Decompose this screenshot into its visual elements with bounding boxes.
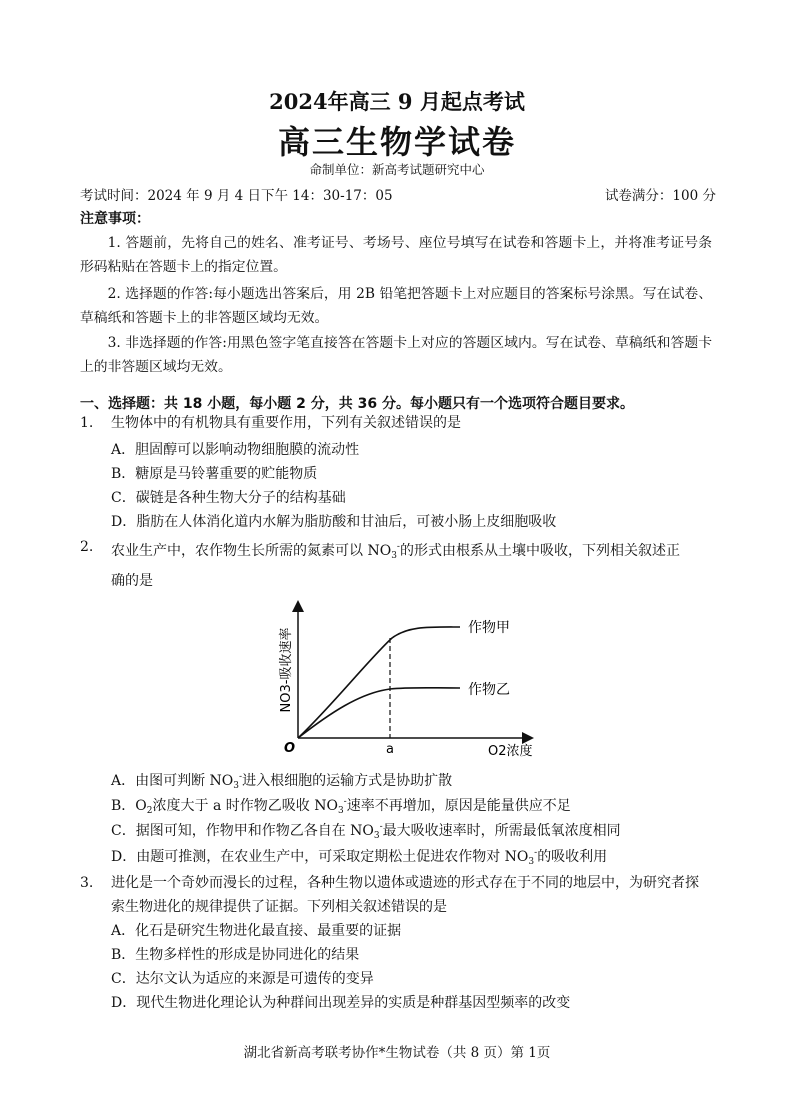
question-stem: 进化是一个奇妙而漫长的过程，各种生物以遗体或遗迹的形式存在于不同的地层中，为研究者探索生物进化的规律提供了证据。下列相关叙述错误的是 (111, 875, 699, 915)
exam-title: 2024年高三 9 月起点考试 (269, 89, 525, 114)
option-c: C．据图可知，作物甲和作物乙各自在 $NO_3^-$最大吸收速率时，所需最低氧浓度相同 (111, 822, 621, 841)
section-heading: 一、选择题：共 18 小题，每小题 2 分，共 36 分。每小题只有一个选项符合题目要求。 (80, 396, 634, 412)
y-axis-label: NO3-吸收速率 (279, 627, 294, 713)
exam-info-row (80, 184, 716, 204)
series-label-yi: 作物乙 (468, 682, 510, 698)
option-a: A．化石是研究生物进化最直接、最重要的证据 (111, 923, 402, 939)
question-number: 2. (80, 539, 94, 555)
notice-item-3: 3. 非选择题的作答:用黑色签字笔直接答在答题卡上对应的答题区域内。写在试卷、草稿纸和答题卡上的非答题区域均无效。 (80, 335, 712, 375)
notice-item-1: 1. 答题前，先将自己的姓名、准考证号、考场号、座位号填写在试卷和答题卡上，并将准考证号条形码粘贴在答题卡上的指定位置。 (80, 235, 712, 275)
option-b: B．$O_2$浓度大于 a 时作物乙吸收 $NO_3^-$速率不再增加，原因是能量供应不足 (111, 797, 571, 816)
series-line-jia (298, 627, 460, 738)
paper-title: 高三生物学试卷 (277, 123, 516, 161)
notice-item-2: 2. 选择题的作答:每小题选出答案后，用 2B 铅笔把答题卡上对应题目的答案标号涂黑。写在试卷、草稿纸和答题卡上的非答题区域均无效。 (80, 286, 712, 326)
question-number: 3. (80, 875, 94, 891)
question-stem: 农业生产中，农作物生长所需的氮素可以 $NO_3^-$的形式由根系从土壤中吸收，下列相关叙述正 确的是 (111, 542, 680, 589)
option-d: D．现代生物进化理论认为种群间出现差异的实质是种群基因型频率的改变 (111, 995, 571, 1011)
question-stem: 生物体中的有机物具有重要作用，下列有关叙述错误的是 (111, 415, 461, 431)
full-score: 试卷满分：100 分 (604, 188, 716, 204)
option-d: D．脂肪在人体消化道内水解为脂肪酸和甘油后，可被小肠上皮细胞吸收 (111, 514, 557, 530)
origin-label: O (284, 741, 296, 756)
page-footer: 湖北省新高考联考协作*生物试卷（共 8 页）第 1页 (243, 1045, 551, 1061)
option-c: C．达尔文认为适应的来源是可遗传的变异 (111, 971, 374, 987)
question-number: 1. (80, 415, 94, 431)
option-a: A．由图可判断 $NO_3^-$进入根细胞的运输方式是协助扩散 (111, 772, 453, 791)
option-a: A．胆固醇可以影响动物细胞膜的流动性 (111, 442, 360, 458)
organizer-line: 命制单位：新高考试题研究中心 (309, 162, 485, 177)
option-b: B．生物多样性的形成是协同进化的结果 (111, 947, 360, 963)
uptake-rate-chart (270, 598, 540, 763)
exam-time: 考试时间：2024 年 9 月 4 日下午 14：30-17：05 (80, 188, 393, 204)
series-label-jia: 作物甲 (468, 620, 510, 636)
x-marker-label: a (386, 742, 394, 757)
option-c: C．碳链是各种生物大分子的结构基础 (111, 490, 346, 506)
option-d: D．由题可推测，在农业生产中，可采取定期松土促进农作物对 $NO_3^-$的吸收利用 (111, 848, 608, 867)
notice-heading: 注意事项： (80, 211, 150, 227)
option-b: B．糖原是马铃薯重要的贮能物质 (111, 466, 318, 482)
x-axis-label: O2浓度 (488, 744, 533, 759)
